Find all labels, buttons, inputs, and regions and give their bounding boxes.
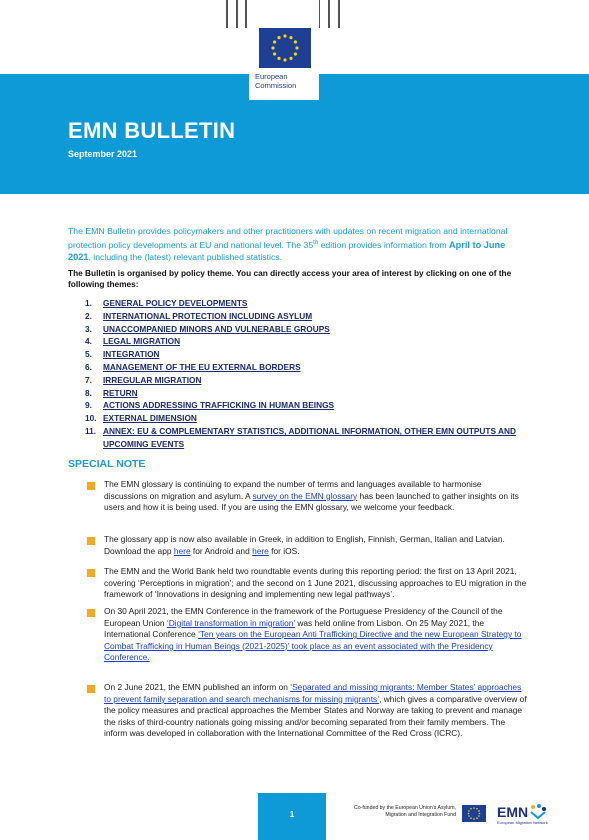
glossary-survey-link[interactable]: survey on the EMN glossary xyxy=(252,490,358,501)
anti-trafficking-conference-link[interactable]: ‘Ten years on the European Anti Trafficking Directive and the new European Strategy to Combat Trafficking in Human Beings (2021-2025)’ took place as an event associated with the Presidency Conference. xyxy=(104,629,522,663)
note-world-bank xyxy=(87,566,527,601)
theme-item[interactable] xyxy=(85,335,525,348)
intro-text-2: edition provides information from xyxy=(318,239,450,250)
page-title: EMN BULLETIN xyxy=(68,118,236,143)
theme-item[interactable] xyxy=(85,323,525,336)
logo-text xyxy=(255,72,296,90)
organised-text: The Bulletin is organised by policy theme. You can directly access your area of interest by clicking on one of the following themes: xyxy=(68,268,512,289)
note-text-part: for iOS. xyxy=(268,545,300,556)
page-number: 1 xyxy=(289,810,295,819)
bullet-square-icon xyxy=(87,569,95,577)
bullet-square-icon xyxy=(87,537,95,545)
theme-link[interactable]: IRREGULAR MIGRATION xyxy=(103,374,202,385)
eu-flag-icon xyxy=(462,805,486,822)
theme-item[interactable] xyxy=(85,374,525,387)
theme-number: 11. xyxy=(85,425,97,436)
theme-item[interactable] xyxy=(85,310,525,323)
special-note-heading: SPECIAL NOTE xyxy=(68,458,146,470)
theme-item[interactable] xyxy=(85,425,525,451)
theme-number: 6. xyxy=(85,361,92,372)
note-glossary-app xyxy=(87,534,527,557)
note-text xyxy=(104,479,527,514)
note-text: The EMN and the World Bank held two roundtable events during this reporting period: the first on 13 April 2021, covering ‘Perceptions in migration’; and the second on 1 June 2021, discussing approaches to EU migration in the framework of ‘Innovations in designing and implementing new legal pathways’. xyxy=(104,566,527,600)
page-number-box xyxy=(258,793,326,840)
theme-link[interactable]: UNACCOMPANIED MINORS AND VULNERABLE GROUPS xyxy=(103,323,330,334)
android-app-link[interactable]: here xyxy=(173,545,191,556)
theme-item[interactable] xyxy=(85,348,525,361)
theme-number: 8. xyxy=(85,387,92,398)
theme-number: 10. xyxy=(85,413,97,424)
intro-period: April to June 2021 xyxy=(68,239,506,262)
intro-paragraph xyxy=(68,225,524,263)
logo-text-line1: European xyxy=(255,72,288,81)
theme-link[interactable]: INTEGRATION xyxy=(103,349,160,360)
theme-number: 7. xyxy=(85,374,92,385)
note-text-part: was held online from Lisbon. On 25 May 2021, the International Conference xyxy=(104,617,485,640)
intro-sup: th xyxy=(313,240,319,246)
note-text-part: On 2 June 2021, the EMN published an inform on xyxy=(104,682,291,692)
theme-link[interactable]: LEGAL MIGRATION xyxy=(103,336,181,347)
bullet-square-icon xyxy=(87,609,95,617)
emn-subtitle: European Migration Network xyxy=(497,820,548,825)
theme-link[interactable]: INTERNATIONAL PROTECTION INCLUDING ASYLUM xyxy=(103,310,313,321)
note-text-part: On 30 April 2021, the EMN Conference in the framework of the Portuguese Presidency of the Council of the European Union xyxy=(104,606,503,628)
theme-number: 5. xyxy=(85,349,92,360)
ios-app-link[interactable]: here xyxy=(252,545,269,556)
bullet-square-icon xyxy=(87,685,95,693)
separated-migrants-link[interactable]: ‘Separated and missing migrants: Member States’ approaches to prevent family separation and search mechanisms for missing migrants’ xyxy=(104,682,522,704)
eu-flag-icon xyxy=(259,28,311,68)
note-text-part: , which gives a comparative overview of the policy measures and practical approaches the Member States and Norway are taking to prevent and manage the risks of third-country nationals going missing and/or becoming separated from their family members. The inform was developed in collaboration with the International Committee of the Red Cross (ICRC). xyxy=(104,693,527,739)
theme-link[interactable]: ANNEX: EU & COMPLEMENTARY STATISTICS, ADDITIONAL INFORMATION, OTHER EMN OUTPUTS AND UPCOMING EVENTS xyxy=(103,425,516,449)
theme-number: 4. xyxy=(85,336,92,347)
note-text xyxy=(104,606,527,664)
themes-list xyxy=(85,297,525,451)
theme-item[interactable] xyxy=(85,297,525,310)
theme-number: 9. xyxy=(85,400,92,411)
emn-logo-text: EMN xyxy=(497,804,529,820)
emn-logo xyxy=(497,804,548,825)
intro-text-1: The EMN Bulletin provides policymakers and other practitioners with updates on recent migration and international protection policy developments at EU and national level. The 35 xyxy=(68,226,508,250)
logo-text-line2: Commission xyxy=(255,81,297,90)
note-conference xyxy=(87,606,527,664)
theme-link[interactable]: EXTERNAL DIMENSION xyxy=(103,413,197,424)
theme-link[interactable]: GENERAL POLICY DEVELOPMENTS xyxy=(103,298,248,308)
note-text-part: The EMN glossary is continuing to expand the number of terms and languages available to harmonise discussions on migration and asylum. A xyxy=(104,479,482,501)
note-glossary xyxy=(87,479,527,514)
emn-star-icon xyxy=(528,804,548,820)
cofunded-text: Co-funded by the European Union’s Asylum, Migration and Integration Fund xyxy=(354,805,456,818)
theme-item[interactable] xyxy=(85,412,525,425)
theme-item[interactable] xyxy=(85,399,525,412)
note-text xyxy=(104,682,527,740)
theme-link[interactable]: ACTIONS ADDRESSING TRAFFICKING IN HUMAN BEINGS xyxy=(103,400,335,411)
theme-number: 1. xyxy=(85,298,92,308)
bullet-square-icon xyxy=(87,482,95,490)
theme-item[interactable] xyxy=(85,361,525,374)
note-text-part: for Android and xyxy=(190,545,253,556)
european-commission-logo xyxy=(249,0,319,100)
digital-transformation-link[interactable]: ‘Digital transformation in migration’ xyxy=(166,617,296,628)
note-inform xyxy=(87,682,527,740)
note-text xyxy=(104,534,527,557)
theme-link[interactable]: MANAGEMENT OF THE EU EXTERNAL BORDERS xyxy=(103,361,301,372)
note-text-part: The glossary app is now also available in Greek, in addition to English, Finnish, German, Italian and Latvian. Download the app xyxy=(104,534,505,556)
note-text-part: has been launched to gather insights on its users and how it is being used. If you are using the EMN glossary, we welcome your feedback. xyxy=(104,490,519,513)
page-date: September 2021 xyxy=(68,149,138,159)
intro-text-3: , including the (latest) relevant published statistics. xyxy=(88,251,283,262)
theme-number: 2. xyxy=(85,310,92,321)
theme-item[interactable] xyxy=(85,387,525,400)
theme-number: 3. xyxy=(85,323,92,334)
theme-link[interactable]: RETURN xyxy=(103,387,138,398)
